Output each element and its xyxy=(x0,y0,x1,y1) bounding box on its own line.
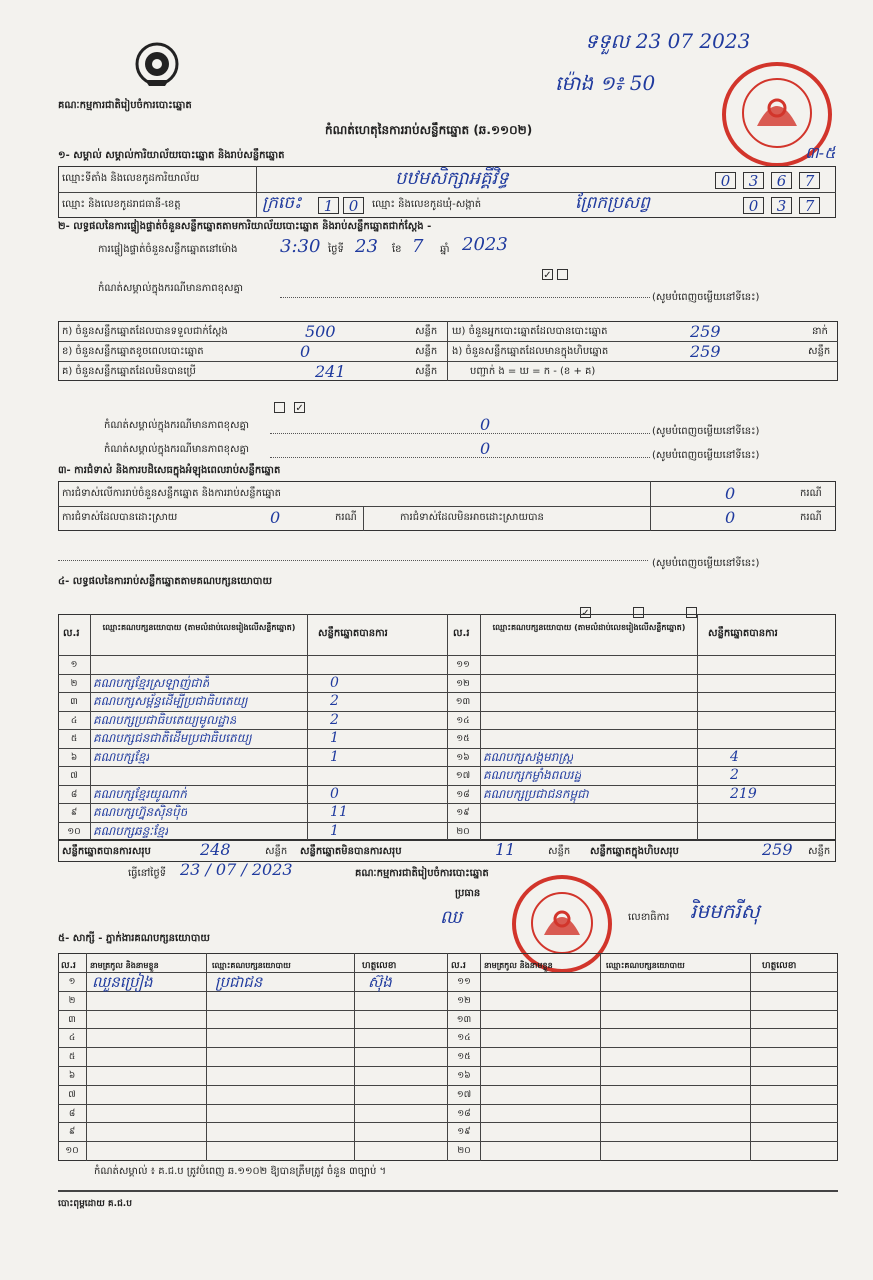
time-label: ការផ្ទៀងផ្ទាត់ចំនួនសន្លឹកឆ្នោតនៅម៉ោង xyxy=(98,244,238,255)
row-line xyxy=(58,1028,838,1029)
row-number: ២ xyxy=(70,678,78,689)
vote-count: 0 xyxy=(330,785,339,802)
station-code-digit: 6 xyxy=(771,172,792,189)
row-number: ១៦ xyxy=(456,752,470,763)
unit-case: ករណី xyxy=(800,488,822,499)
party-name: គណបក្សសង្គមរាស្ត្រ xyxy=(483,749,574,764)
station-name: បឋមសិក្សាអគ្គីវិទ្ធ xyxy=(395,168,509,189)
vote-count: 2 xyxy=(730,767,739,783)
w-col-party: ឈ្មោះគណបក្សនយោបាយ xyxy=(212,961,291,970)
objection-value2: 0 xyxy=(270,508,281,527)
row-number: ៤ xyxy=(68,1033,76,1044)
row-line xyxy=(447,803,836,804)
vote-count: 2 xyxy=(330,711,339,728)
row-number: ១ xyxy=(70,660,78,670)
station-code-digit: 0 xyxy=(715,172,736,189)
col-no: ល.រ xyxy=(63,628,80,639)
form-title: កំណត់ហេតុនៃការរាប់សន្លឹកឆ្នោត (ឆ.១១០២) xyxy=(325,123,533,137)
station-code-digit: 3 xyxy=(743,172,764,189)
w-col-party: ឈ្មោះគណបក្សនយោបាយ xyxy=(606,961,685,970)
row-c-value: 241 xyxy=(315,362,346,381)
sign-hint: (សូមបំពេញចម្លើយនៅទីនេះ) xyxy=(652,292,760,303)
col-votes: សន្លឹកឆ្នោតបានការ xyxy=(708,628,778,639)
objection-row1: ការជំទាស់លើការរាប់ចំនួនសន្លឹកឆ្នោត និងការរាប់សន្លឹកឆ្នោត xyxy=(62,488,281,499)
commune-label: ឈ្មោះ និងលេខកូដឃុំ-សង្កាត់ xyxy=(372,199,482,210)
row-a-value: 500 xyxy=(305,322,336,341)
station-code-digit: 7 xyxy=(799,172,820,189)
day-label: ថ្ងៃទី xyxy=(328,244,344,255)
w-col-name: នាមត្រកូល និងនាមខ្លួន xyxy=(484,961,553,970)
ballot-total-label: សន្លឹកឆ្នោតក្នុងហិបសរុប xyxy=(590,846,679,857)
unit2-label: នាក់ xyxy=(812,326,828,337)
ballot-total-value: 259 xyxy=(762,840,793,859)
row-line xyxy=(447,674,836,675)
row-d-label: ឃ) ចំនួនអ្នកបោះឆ្នោតដែលបានបោះឆ្នោត xyxy=(452,326,608,337)
totals-row xyxy=(58,840,836,862)
section3-title: ៣- ការជំទាស់ និងការបដិសេធក្នុងអំឡុងពេលរាប់សន្លឹកឆ្នោត xyxy=(58,465,281,476)
row-number: ១៨ xyxy=(456,789,470,800)
side-note: ៣-៥ xyxy=(805,143,836,162)
vote-count: 11 xyxy=(330,804,348,820)
formula: បញ្ជាក់ ង = ឃ = ក - (ខ + គ) xyxy=(470,366,596,377)
row-number: ១២ xyxy=(457,995,471,1006)
province-name: ក្រចេះ xyxy=(262,193,302,213)
province-code-digit: 1 xyxy=(318,197,339,214)
w-col-name: នាមត្រកូល និងនាមខ្លួន xyxy=(90,961,159,970)
footer-note: កំណត់សម្គាល់ ៖ គ.ជ.ប ត្រូវបំពេញ ឆ.១១០២ ឱ្យបានត្រឹមត្រូវ ចំនួន ៣ច្បាប់ ។ xyxy=(94,1166,387,1177)
unit-label: សន្លឹក xyxy=(415,326,438,337)
station-name-label: ឈ្មោះទីតាំង និងលេខកូដការិយាល័យ xyxy=(62,173,200,184)
row-number: ១៣ xyxy=(455,697,471,707)
secretary-name: រិមមករីសុ xyxy=(690,899,760,923)
province-code-digit: 0 xyxy=(343,197,364,214)
section4-title: ៤- លទ្ធផលនៃការរាប់សន្លឹកឆ្នោតតាមគណបក្សនយោបាយ xyxy=(58,576,272,587)
checkbox-checked: ✓ xyxy=(295,403,304,414)
vote-count: 219 xyxy=(730,785,757,802)
checkbox-checked: ✓ xyxy=(543,270,552,281)
note-label: កំណត់សម្គាល់ក្នុងករណីមានភាពខុសគ្នា xyxy=(98,283,244,294)
row-number: ៤ xyxy=(70,715,78,726)
party-name: គណបក្សខ្មែរ xyxy=(93,749,150,764)
province-label: ឈ្មោះ និងលេខកូដរាជធានី-ខេត្ត xyxy=(62,199,181,210)
sign-hint: (សូមបំពេញចម្លើយនៅទីនេះ) xyxy=(652,426,760,437)
row-line xyxy=(447,692,836,693)
row-d-value: 259 xyxy=(690,322,721,341)
commune-name: ព្រែកប្រសព្វ xyxy=(575,193,650,213)
row-line xyxy=(447,655,836,656)
section1-title: ១- សម្គាល់ សម្គាល់ការិយាល័យបោះឆ្នោត និងរាប់សន្លឹកឆ្នោត xyxy=(58,150,285,161)
row-a-label: ក) ចំនួនសន្លឹកឆ្នោតដែលបានទទួលជាក់ស្ដែង xyxy=(62,326,228,337)
vote-count: 2 xyxy=(330,693,339,709)
date-label: ធ្វើនៅថ្ងៃទី xyxy=(128,868,167,879)
org-name: គណៈកម្មការជាតិរៀបចំការបោះឆ្នោត xyxy=(58,100,192,111)
unit-label: សន្លឹក xyxy=(808,346,831,357)
w-col-sign: ហត្ថលេខា xyxy=(762,961,797,971)
vote-count: 1 xyxy=(330,822,339,839)
row-number: ១៧ xyxy=(455,771,471,781)
row-number: ១០ xyxy=(65,1146,79,1157)
col-party: ឈ្មោះគណបក្សនយោបាយ (តាមលំដាប់លេខរៀងលើសន្លឹកឆ្នោត) xyxy=(102,623,296,632)
row-number: ៨ xyxy=(68,1108,76,1119)
row-number: ៥ xyxy=(70,734,78,744)
w-col-sign: ហត្ថលេខា xyxy=(362,961,397,971)
party-name: គណបក្សជនជាតិដើមប្រជាធិបតេយ្យ xyxy=(93,731,252,745)
row-number: ៧ xyxy=(68,1089,76,1100)
row-line xyxy=(447,729,836,730)
w-col-no: ល.រ xyxy=(451,961,466,971)
party-name: គណបក្សហ្វ៊ុនស៊ិនប៉ិច xyxy=(93,805,188,819)
row-number: ១៥ xyxy=(456,734,470,744)
witness-table xyxy=(58,953,838,1161)
w-col-no: ល.រ xyxy=(61,961,76,971)
row-line xyxy=(58,1066,838,1067)
objection-value3: 0 xyxy=(725,508,736,527)
row-number: ២០ xyxy=(456,826,470,837)
row-number: ១៨ xyxy=(457,1108,471,1119)
witness1-name: ឈួនប្រៀង xyxy=(92,973,153,991)
sign-hint: (សូមបំពេញចម្លើយនៅទីនេះ) xyxy=(652,450,760,461)
vote-count: 1 xyxy=(330,748,339,765)
row-number: ១ xyxy=(68,977,76,987)
row-b-value: 0 xyxy=(300,342,311,361)
row-number: ៨ xyxy=(70,789,78,800)
date-value: 23 / 07 / 2023 xyxy=(180,860,293,879)
unit-label: សន្លឹក xyxy=(415,366,438,377)
row-line xyxy=(447,711,836,712)
row-number: ១៥ xyxy=(457,1052,471,1063)
commune-code-digit: 0 xyxy=(743,197,764,214)
sign-hint: (សូមបំពេញចម្លើយនៅទីនេះ) xyxy=(652,558,760,569)
footer-print: បោះពុម្ពដោយ គ.ជ.ប xyxy=(58,1199,132,1209)
row-number: ១៧ xyxy=(456,1089,472,1100)
vote-count: 1 xyxy=(330,730,339,746)
objection-row3: ការជំទាស់ដែលមិនអាចដោះស្រាយបាន xyxy=(400,512,544,523)
year-label: ឆ្នាំ xyxy=(440,244,450,255)
received-date: ទទួល 23 07 2023 xyxy=(585,29,751,53)
row-number: ១២ xyxy=(456,678,470,689)
row-b-label: ខ) ចំនួនសន្លឹកឆ្នោតខូចពេលបោះឆ្នោត xyxy=(62,346,204,357)
invalid-total-label: សន្លឹកឆ្នោតមិនបានការសរុប xyxy=(300,846,402,857)
commune-code-digit: 3 xyxy=(771,197,792,214)
row-number: ១១ xyxy=(457,977,471,987)
unit-label: សន្លឹក xyxy=(808,846,831,857)
note-label-3: កំណត់សម្គាល់ក្នុងករណីមានភាពខុសគ្នា xyxy=(104,444,250,455)
year-value: 2023 xyxy=(462,234,508,255)
invalid-total-value: 11 xyxy=(495,840,516,859)
row-c-label: គ) ចំនួនសន្លឹកឆ្នោតដែលមិនបានប្រើ xyxy=(62,366,196,377)
row-e-value: 259 xyxy=(690,342,721,361)
row-line xyxy=(58,1047,838,1048)
row-line xyxy=(58,1085,838,1086)
row-number: ១៤ xyxy=(457,1033,471,1044)
row-line xyxy=(58,1010,838,1011)
objection-row2: ការជំទាស់ដែលបានដោះស្រាយ xyxy=(62,512,178,523)
row-e-label: ង) ចំនួនសន្លឹកឆ្នោតដែលមានក្នុងហិបឆ្នោត xyxy=(452,346,609,357)
unit-case: ករណី xyxy=(800,512,822,523)
row-number: ១៩ xyxy=(456,808,470,818)
unit-label: សន្លឹក xyxy=(548,846,571,857)
row-line xyxy=(58,1122,838,1123)
row-number: ១០ xyxy=(67,826,81,837)
row-number: ៧ xyxy=(70,771,78,781)
row-number: ៥ xyxy=(68,1052,76,1063)
vote-count: 4 xyxy=(730,748,739,765)
row-line xyxy=(58,1104,838,1105)
time-value: 3:30 xyxy=(280,236,321,257)
section2-title: ២- លទ្ធផលនៃការផ្ទៀងផ្ទាត់ចំនួនសន្លឹកឆ្នោតតាមការិយាល័យបោះឆ្នោត និងរាប់សន្លឹកឆ្នោតជាក់ស្ដែង - xyxy=(58,221,432,232)
commune-code-digit: 7 xyxy=(799,197,820,214)
unit-case: ករណី xyxy=(335,512,357,523)
org-name-sign: គណៈកម្មការជាតិរៀបចំការបោះឆ្នោត xyxy=(355,868,489,879)
witness1-sign: ស៊ុង xyxy=(368,973,392,991)
chair-label: ប្រធាន xyxy=(455,888,481,899)
section5-title: ៥- សាក្សី - ភ្នាក់ងារគណបក្សនយោបាយ xyxy=(58,933,210,944)
col-no: ល.រ xyxy=(453,628,470,639)
col-party: ឈ្មោះគណបក្សនយោបាយ (តាមលំដាប់លេខរៀងលើសន្លឹកឆ្នោត) xyxy=(492,623,686,632)
party-name: គណបក្សខ្មែរយូណាក់ xyxy=(93,786,187,801)
objection-value1: 0 xyxy=(725,484,736,503)
secretary-label: លេខាធិការ xyxy=(628,912,670,923)
party-name: គណបក្សខ្មែរស្រឡាញ់ជាតិ xyxy=(93,675,210,690)
unit-label: សន្លឹក xyxy=(415,346,438,357)
row-number: ២ xyxy=(68,995,76,1006)
party-name: គណបក្សឆន្ទៈខ្មែរ xyxy=(93,823,169,838)
row-number: ១៦ xyxy=(457,1071,471,1081)
witness1-party: ប្រជាជន xyxy=(215,973,263,991)
note-label-2: កំណត់សម្គាល់ក្នុងករណីមានភាពខុសគ្នា xyxy=(104,420,250,431)
row-number: ៩ xyxy=(70,808,78,818)
row-line xyxy=(58,1141,838,1142)
row-number: ៩ xyxy=(68,1127,76,1138)
month-label: ខែ xyxy=(392,244,402,255)
valid-total-label: សន្លឹកឆ្នោតបានការសរុប xyxy=(62,846,151,857)
valid-total-value: 248 xyxy=(200,840,231,859)
chair-signature: ឈ xyxy=(440,907,462,928)
row-number: ១៤ xyxy=(456,715,470,726)
received-time: ម៉ោង ១៖ 50 xyxy=(555,71,656,95)
row-line xyxy=(58,655,447,656)
note-value-2: 0 xyxy=(480,439,491,458)
row-number: ៦ xyxy=(68,1071,76,1081)
checkbox-empty xyxy=(274,402,285,413)
row-number: ៣ xyxy=(68,1014,76,1025)
party-name: គណបក្សសម្ព័ន្ធដើម្បីប្រជាធិបតេយ្យ xyxy=(93,694,248,708)
row-number: ៣ xyxy=(70,697,78,707)
note-value-1: 0 xyxy=(480,415,491,434)
col-votes: សន្លឹកឆ្នោតបានការ xyxy=(318,628,388,639)
checkbox-checked: ✓ xyxy=(581,608,590,619)
party-name: គណបក្សប្រជាធិបតេយ្យមូលដ្ឋាន xyxy=(93,712,237,727)
party-name: គណបក្សកម្លាំងពលរដ្ឋ xyxy=(483,768,582,782)
party-name: គណបក្សប្រជាជនកម្ពុជា xyxy=(483,786,589,801)
day-value: 23 xyxy=(355,236,378,257)
row-number: ១៩ xyxy=(457,1127,471,1138)
nec-logo xyxy=(131,40,183,90)
row-line xyxy=(58,991,838,992)
row-line xyxy=(58,972,838,973)
row-number: ១១ xyxy=(456,660,470,670)
row-line xyxy=(58,766,447,767)
row-number: ៦ xyxy=(70,752,78,763)
row-number: ១៣ xyxy=(456,1014,472,1025)
vote-count: 0 xyxy=(330,674,339,691)
row-number: ២០ xyxy=(457,1146,471,1157)
month-value: 7 xyxy=(412,236,424,257)
unit-label: សន្លឹក xyxy=(265,846,288,857)
checkbox-empty xyxy=(557,269,568,280)
row-line xyxy=(447,822,836,823)
